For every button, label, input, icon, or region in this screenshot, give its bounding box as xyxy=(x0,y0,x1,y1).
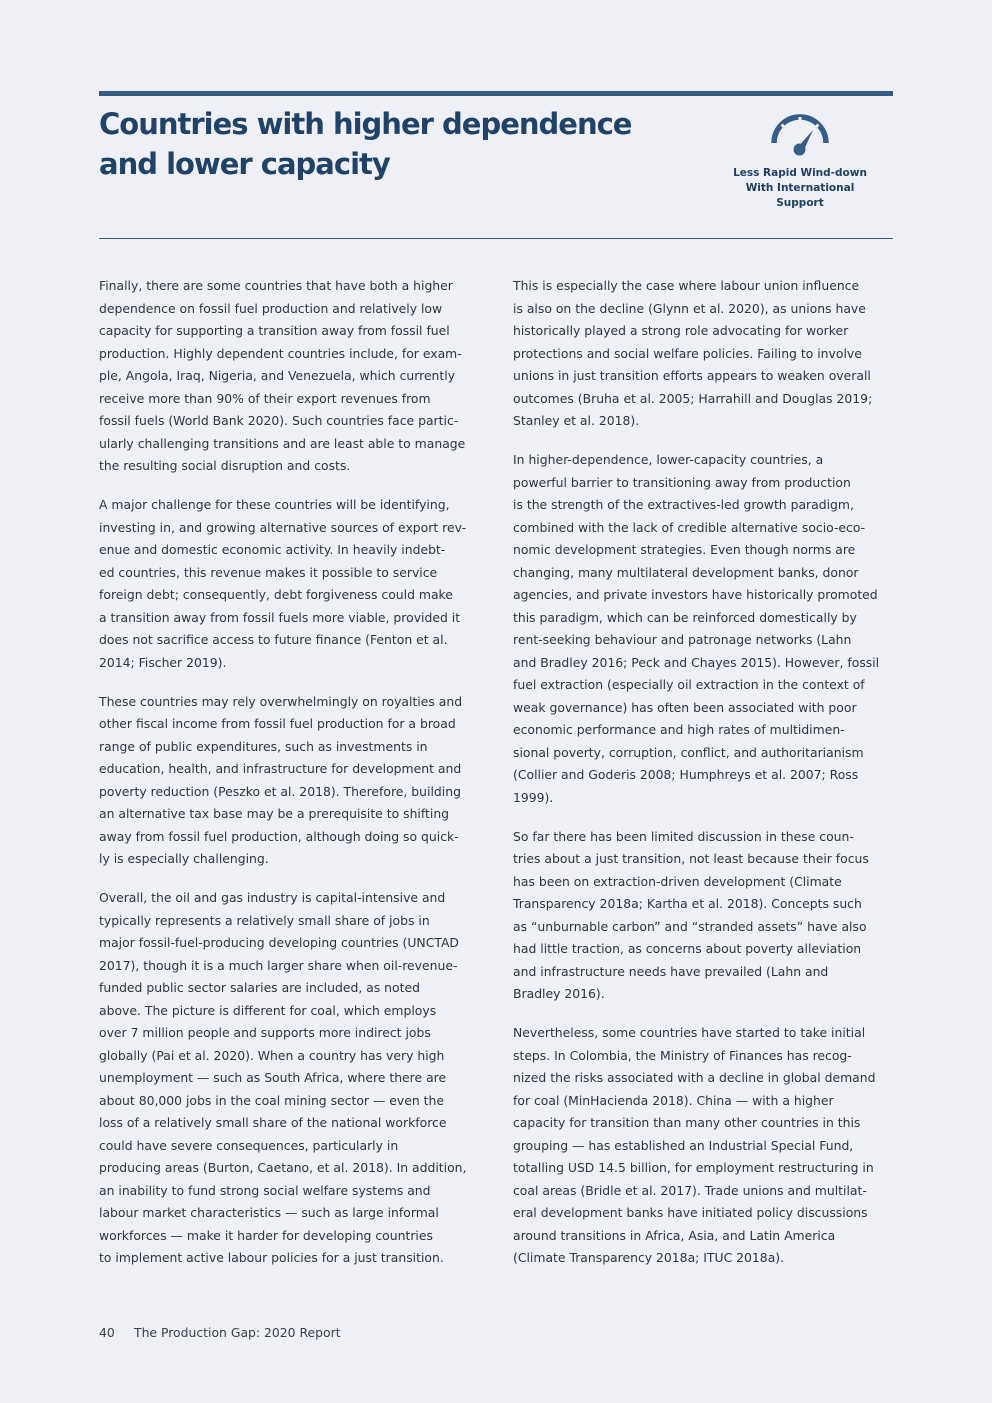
body-paragraph xyxy=(513,275,893,433)
text-line: ly is especially challenging. xyxy=(99,851,269,866)
body-paragraph xyxy=(513,1022,893,1270)
text-line: above. The picture is different for coal, which employs xyxy=(99,1002,437,1018)
text-line: In higher-dependence, lower-capacity countries, a xyxy=(513,452,824,467)
text-line: combined with the lack of credible alternative socio-eco- xyxy=(513,519,866,535)
text-line: ple, Angola, Iraq, Nigeria, and Venezuela, which currently xyxy=(99,368,456,383)
text-line: globally (Pai et al. 2020). When a country has very high xyxy=(99,1047,445,1063)
text-line: (Climate Transparency 2018a; ITUC 2018a). xyxy=(513,1250,785,1265)
text-line: has been on extraction-driven development (Climate xyxy=(513,873,842,889)
text-line: a transition away from fossil fuels more viable, provided it xyxy=(99,609,461,625)
badge-label xyxy=(722,166,878,211)
text-line: This is especially the case where labour union influence xyxy=(513,278,860,293)
body-paragraph xyxy=(99,887,481,1270)
section-divider xyxy=(99,238,893,239)
text-line: receive more than 90% of their export revenues from xyxy=(99,390,431,406)
left-column xyxy=(99,275,481,1286)
text-line: ularly challenging transitions and are least able to manage xyxy=(99,435,466,451)
text-line: and Bradley 2016; Peck and Chayes 2015). However, fossil xyxy=(513,654,880,670)
text-line: for coal (MinHacienda 2018). China — with a higher xyxy=(513,1092,834,1108)
title-line: Countries with higher dependence xyxy=(99,107,632,141)
badge-label-line: Support xyxy=(776,197,824,209)
text-line: capacity for transition than many other countries in this xyxy=(513,1115,861,1130)
text-line: These countries may rely overwhelmingly on royalties and xyxy=(99,693,463,709)
text-line: education, health, and infrastructure for development and xyxy=(99,761,462,776)
text-line: agencies, and private investors have historically promoted xyxy=(513,587,878,602)
text-line: over 7 million people and supports more indirect jobs xyxy=(99,1025,431,1040)
text-line: production. Highly dependent countries include, for exam- xyxy=(99,345,462,361)
text-line: powerful barrier to transitioning away from production xyxy=(513,474,851,490)
text-line: protections and social welfare policies. Failing to involve xyxy=(513,345,862,361)
text-line: ed countries, this revenue makes it possible to service xyxy=(99,564,438,580)
page-number: 40 xyxy=(99,1325,115,1340)
speedometer-gauge-icon xyxy=(769,110,831,158)
text-line: Overall, the oil and gas industry is capital-intensive and xyxy=(99,890,446,905)
text-line: changing, many multilateral development banks, donor xyxy=(513,564,859,580)
text-line: steps. In Colombia, the Ministry of Finances has recog- xyxy=(513,1047,852,1063)
text-line: totalling USD 14.5 billion, for employment restructuring in xyxy=(513,1160,874,1175)
text-line: this paradigm, which can be reinforced domestically by xyxy=(513,609,857,625)
text-line: loss of a relatively small share of the national workforce xyxy=(99,1115,447,1130)
text-line: Bradley 2016). xyxy=(513,986,605,1001)
body-paragraph xyxy=(513,826,893,1006)
page-footer xyxy=(99,1322,341,1344)
body-paragraph xyxy=(99,494,481,674)
text-line: dependence on fossil fuel production and relatively low xyxy=(99,300,443,316)
text-line: outcomes (Bruha et al. 2005; Harrahill and Douglas 2019; xyxy=(513,390,873,406)
text-line: investing in, and growing alternative sources of export rev- xyxy=(99,519,467,535)
text-line: poverty reduction (Peszko et al. 2018). Therefore, building xyxy=(99,783,461,799)
report-title: The Production Gap: 2020 Report xyxy=(134,1325,341,1340)
text-line: 2017), though it is a much larger share when oil-revenue- xyxy=(99,957,458,973)
text-line: as “unburnable carbon” and “stranded assets” have also xyxy=(513,918,867,934)
text-line: an alternative tax base may be a prerequisite to shifting xyxy=(99,806,450,821)
text-line: is also on the decline (Glynn et al. 2020), as unions have xyxy=(513,300,866,316)
text-line: about 80,000 jobs in the coal mining sector — even the xyxy=(99,1092,445,1108)
text-line: fossil fuels (World Bank 2020). Such countries face partic- xyxy=(99,413,459,428)
text-line: nized the risks associated with a decline in global demand xyxy=(513,1070,876,1085)
text-line: 1999). xyxy=(513,789,554,805)
text-line: economic performance and high rates of multidimen- xyxy=(513,722,845,737)
text-line: around transitions in Africa, Asia, and Latin America xyxy=(513,1227,836,1243)
text-line: Nevertheless, some countries have started to take initial xyxy=(513,1025,866,1040)
text-line: major fossil-fuel-producing developing countries (UNCTAD xyxy=(99,935,459,950)
text-line: other fiscal income from fossil fuel production for a broad xyxy=(99,716,456,731)
text-line: the resulting social disruption and costs. xyxy=(99,458,351,473)
text-line: eral development banks have initiated policy discussions xyxy=(513,1205,868,1220)
text-line: had little traction, as concerns about poverty alleviation xyxy=(513,941,862,956)
text-line: Stanley et al. 2018). xyxy=(513,413,640,428)
text-line: rent-seeking behaviour and patronage networks (Lahn xyxy=(513,632,852,647)
body-paragraph xyxy=(513,449,893,809)
text-line: So far there has been limited discussion in these coun- xyxy=(513,828,854,844)
right-column xyxy=(513,275,893,1286)
text-line: nomic development strategies. Even though norms are xyxy=(513,542,856,557)
page-title xyxy=(99,104,659,184)
text-line: typically represents a relatively small share of jobs in xyxy=(99,912,430,928)
text-line: A major challenge for these countries will be identifying, xyxy=(99,497,450,512)
text-line: away from fossil fuel production, although doing so quick- xyxy=(99,828,459,844)
badge-label-line: Less Rapid Wind-down xyxy=(733,167,867,179)
badge-label-line: With International xyxy=(745,182,855,194)
text-line: unemployment — such as South Africa, where there are xyxy=(99,1070,447,1085)
text-line: (Collier and Goderis 2008; Humphreys et al. 2007; Ross xyxy=(513,767,859,782)
text-line: foreign debt; consequently, debt forgiveness could make xyxy=(99,587,453,602)
text-line: does not sacrifice access to future finance (Fenton et al. xyxy=(99,632,448,647)
text-line: producing areas (Burton, Caetano, et al. 2018). In addition, xyxy=(99,1160,467,1175)
text-line: historically played a strong role advocating for worker xyxy=(513,323,849,338)
body-paragraph xyxy=(99,691,481,871)
title-line: and lower capacity xyxy=(99,147,390,181)
top-rule xyxy=(99,91,893,96)
text-line: unions in just transition efforts appears to weaken overall xyxy=(513,368,871,383)
text-line: is the strength of the extractives-led growth paradigm, xyxy=(513,497,854,512)
text-line: Transparency 2018a; Kartha et al. 2018). Concepts such xyxy=(513,896,862,911)
text-line: to implement active labour policies for a just transition. xyxy=(99,1250,444,1265)
text-line: range of public expenditures, such as investments in xyxy=(99,738,428,754)
scenario-badge xyxy=(722,110,878,211)
text-line: funded public sector salaries are included, as noted xyxy=(99,980,420,995)
text-line: Finally, there are some countries that have both a higher xyxy=(99,278,453,293)
body-paragraph xyxy=(99,275,481,478)
text-line: coal areas (Bridle et al. 2017). Trade unions and multilat- xyxy=(513,1182,867,1198)
text-line: and infrastructure needs have prevailed (Lahn and xyxy=(513,963,829,979)
text-line: weak governance) has often been associated with poor xyxy=(513,699,857,715)
text-line: labour market characteristics — such as large informal xyxy=(99,1205,439,1220)
text-line: tries about a just transition, not least because their focus xyxy=(513,851,869,866)
text-line: grouping — has established an Industrial Special Fund, xyxy=(513,1137,854,1153)
text-line: fuel extraction (especially oil extraction in the context of xyxy=(513,677,865,692)
text-line: enue and domestic economic activity. In heavily indebt- xyxy=(99,542,446,557)
text-line: 2014; Fischer 2019). xyxy=(99,654,227,670)
text-line: sional poverty, corruption, conflict, and authoritarianism xyxy=(513,744,864,760)
text-line: an inability to fund strong social welfare systems and xyxy=(99,1182,431,1198)
text-line: workforces — make it harder for developing countries xyxy=(99,1227,433,1243)
text-line: capacity for supporting a transition away from fossil fuel xyxy=(99,323,450,338)
text-line: could have severe consequences, particularly in xyxy=(99,1137,399,1153)
